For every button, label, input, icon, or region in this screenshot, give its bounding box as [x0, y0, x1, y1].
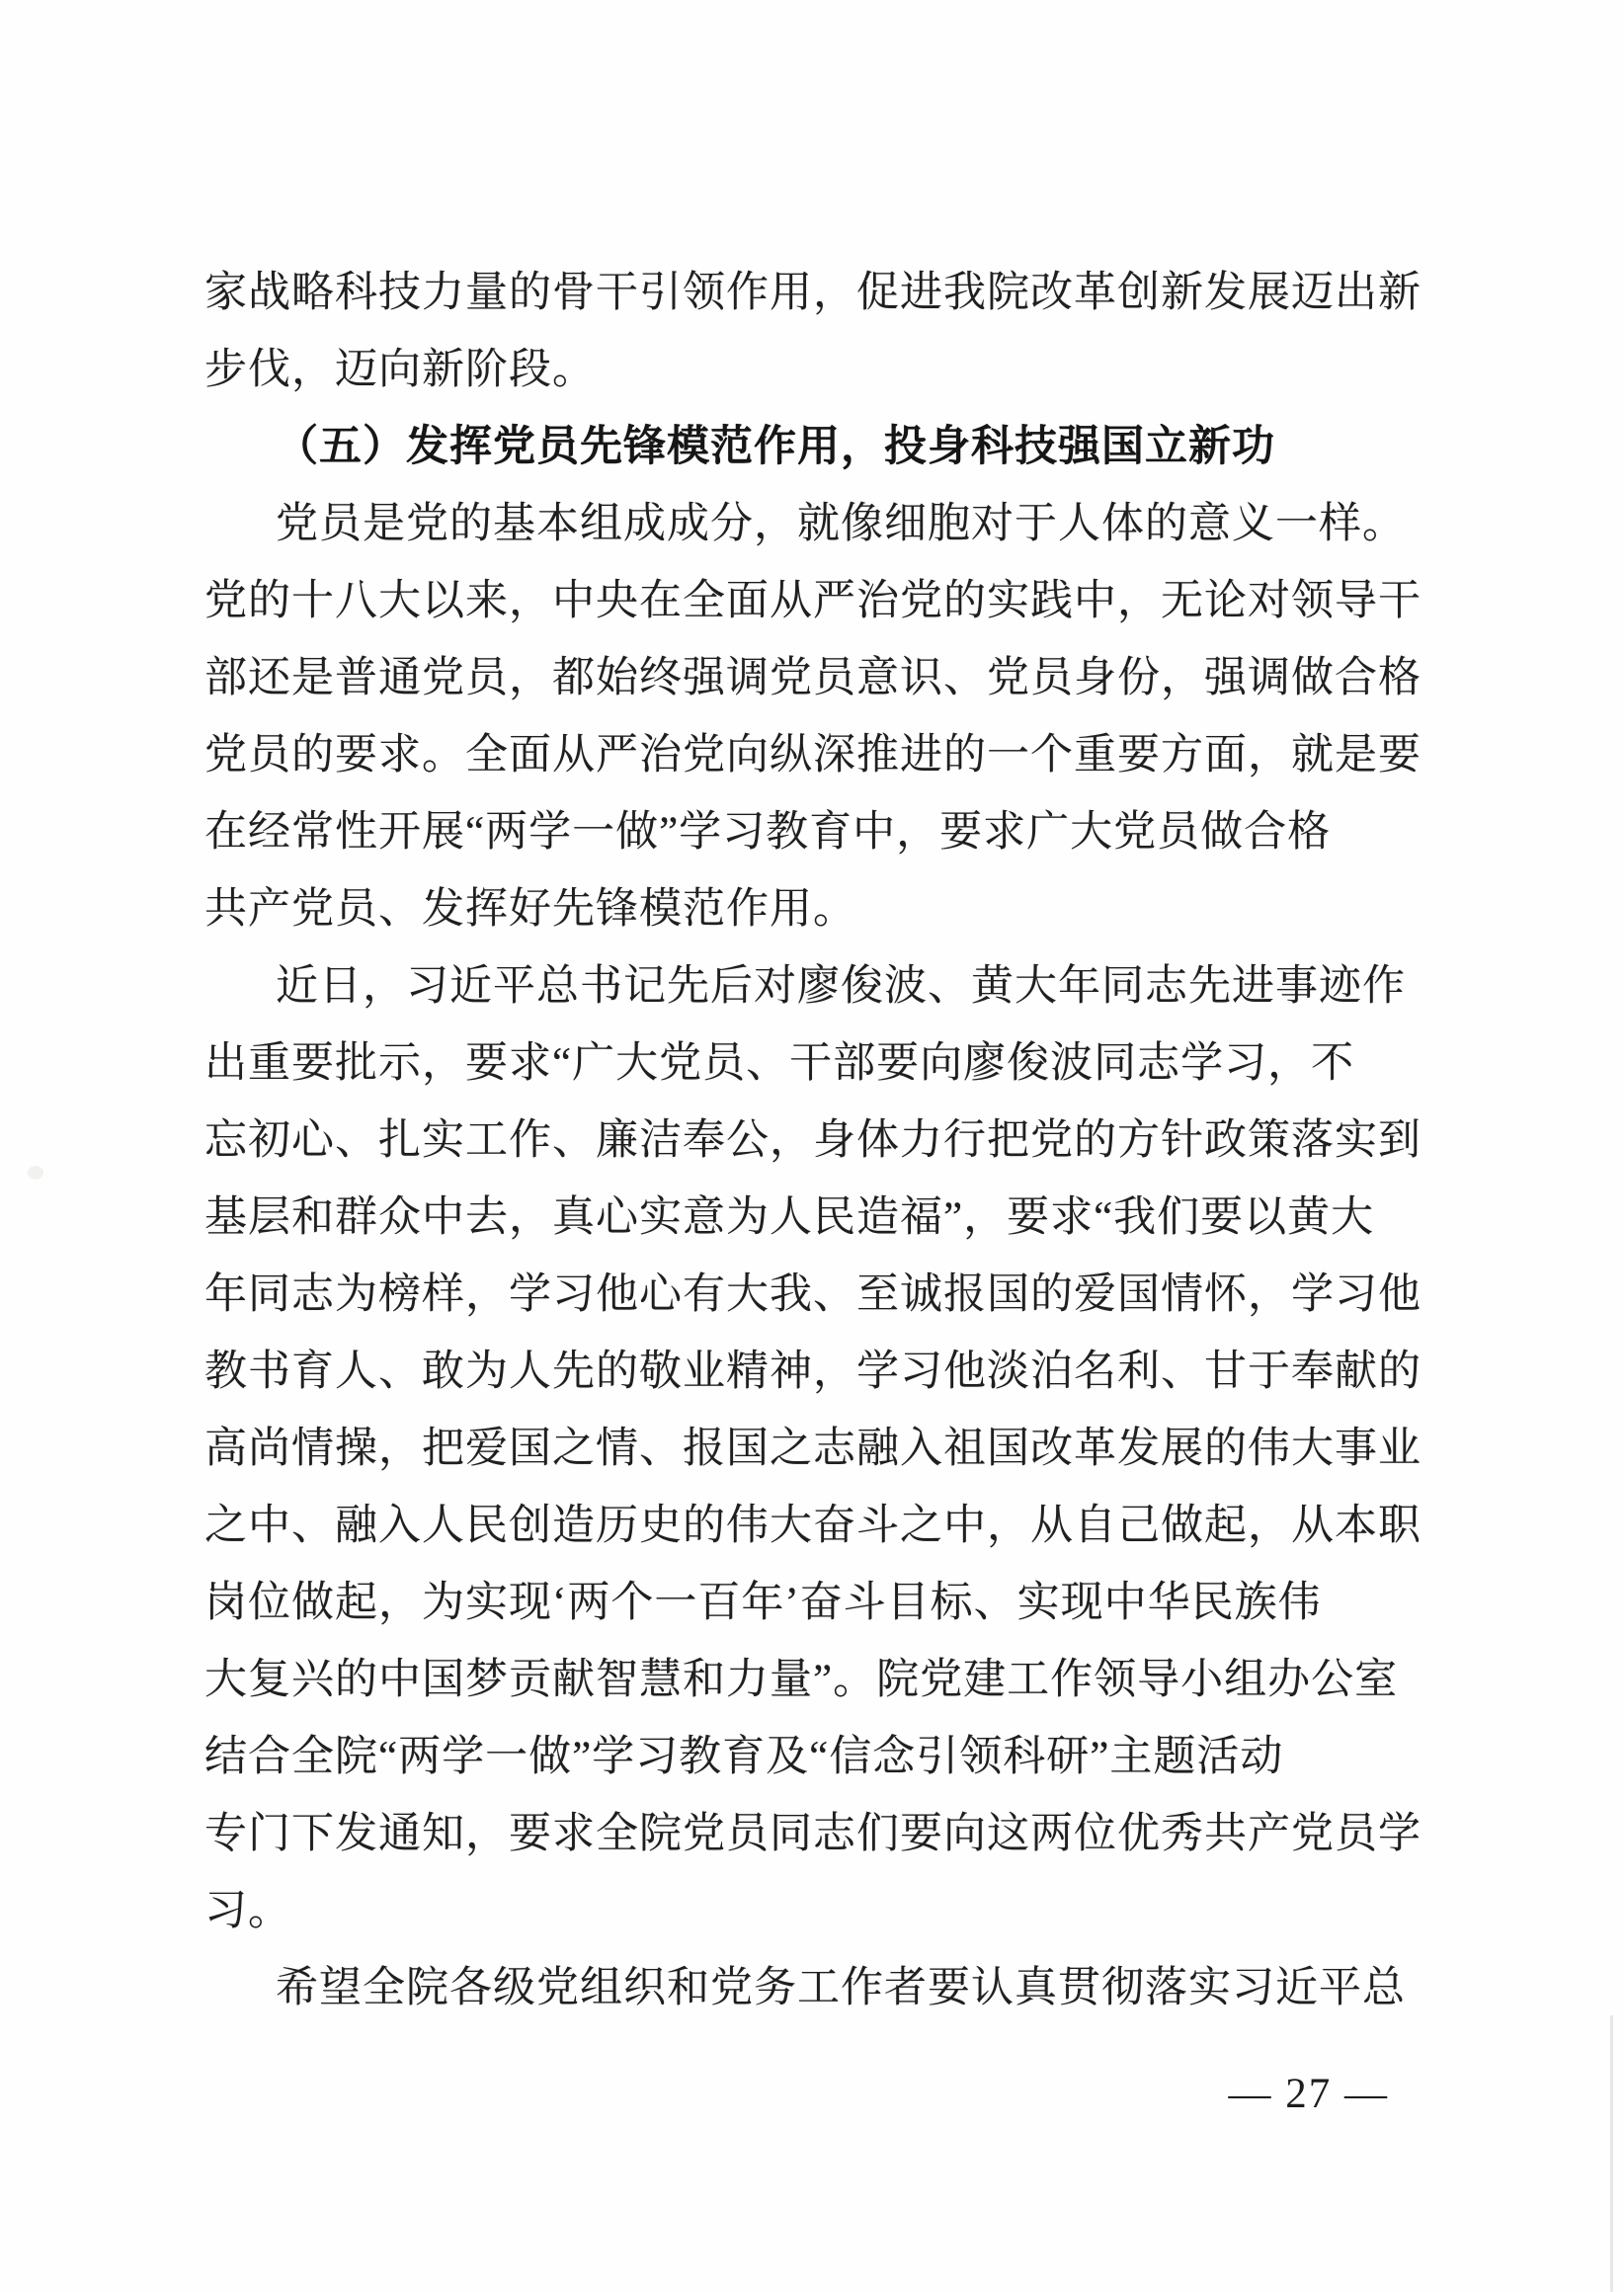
text-line: 岗位做起，为实现‘两个一百年’奋斗目标、实现中华民族伟 — [204, 1580, 1322, 1626]
scan-streak-artifact — [1610, 2015, 1613, 2292]
text-line: 出重要批示，要求“广大党员、干部要向廖俊波同志学习，不 — [204, 1040, 1355, 1087]
text-line: 结合全院“两学一做”学习教育及“信念引领科研”主题活动 — [204, 1734, 1284, 1780]
text-line: 大复兴的中国梦贡献智慧和力量”。院党建工作领导小组办公室 — [204, 1657, 1399, 1703]
text-line: （五）发挥党员先锋模范作用，投身科技强国立新功 — [276, 424, 1275, 470]
text-line: 基层和群众中去，真心实意为人民造福”，要求“我们要以黄大 — [204, 1194, 1375, 1241]
text-line: 高尚情操，把爱国之情、报国之志融入祖国改革发展的伟大事业 — [204, 1426, 1421, 1472]
text-line: 党员是党的基本组成成分，就像细胞对于人体的意义一样。 — [276, 501, 1406, 547]
page-number: — 27 — — [1228, 2071, 1389, 2117]
text-line: 近日，习近平总书记先后对廖俊波、黄大年同志先进事迹作 — [276, 963, 1406, 1010]
text-line: 共产党员、发挥好先锋模范作用。 — [204, 886, 856, 933]
text-line: 年同志为榜样，学习他心有大我、至诚报国的爱国情怀，学习他 — [204, 1271, 1421, 1318]
text-line: 步伐，迈向新阶段。 — [204, 347, 596, 393]
text-line: 忘初心、扎实工作、廉洁奉公，身体力行把党的方针政策落实到 — [204, 1117, 1421, 1164]
text-line: 希望全院各级党组织和党务工作者要认真贯彻落实习近平总 — [276, 1965, 1406, 2011]
text-line: 习。 — [204, 1888, 291, 1934]
text-line: 部还是普通党员，都始终强调党员意识、党员身份，强调做合格 — [204, 655, 1421, 701]
text-line: 之中、融入人民创造历史的伟大奋斗之中，从自己做起，从本职 — [204, 1503, 1421, 1549]
text-line: 党员的要求。全面从严治党向纵深推进的一个重要方面，就是要 — [204, 732, 1421, 778]
text-line: 在经常性开展“两学一做”学习教育中，要求广大党员做合格 — [204, 809, 1332, 856]
text-line: 教书育人、敢为人先的敬业精神，学习他淡泊名利、甘于奉献的 — [204, 1349, 1421, 1395]
text-line: 专门下发通知，要求全院党员同志们要向这两位优秀共产党员学 — [204, 1811, 1421, 1857]
text-line: 家战略科技力量的骨干引领作用，促进我院改革创新发展迈出新 — [204, 270, 1421, 316]
document-body — [204, 255, 1434, 2027]
text-line: 党的十八大以来，中央在全面从严治党的实践中，无论对领导干 — [204, 578, 1421, 624]
scan-smudge-artifact — [28, 1166, 43, 1180]
